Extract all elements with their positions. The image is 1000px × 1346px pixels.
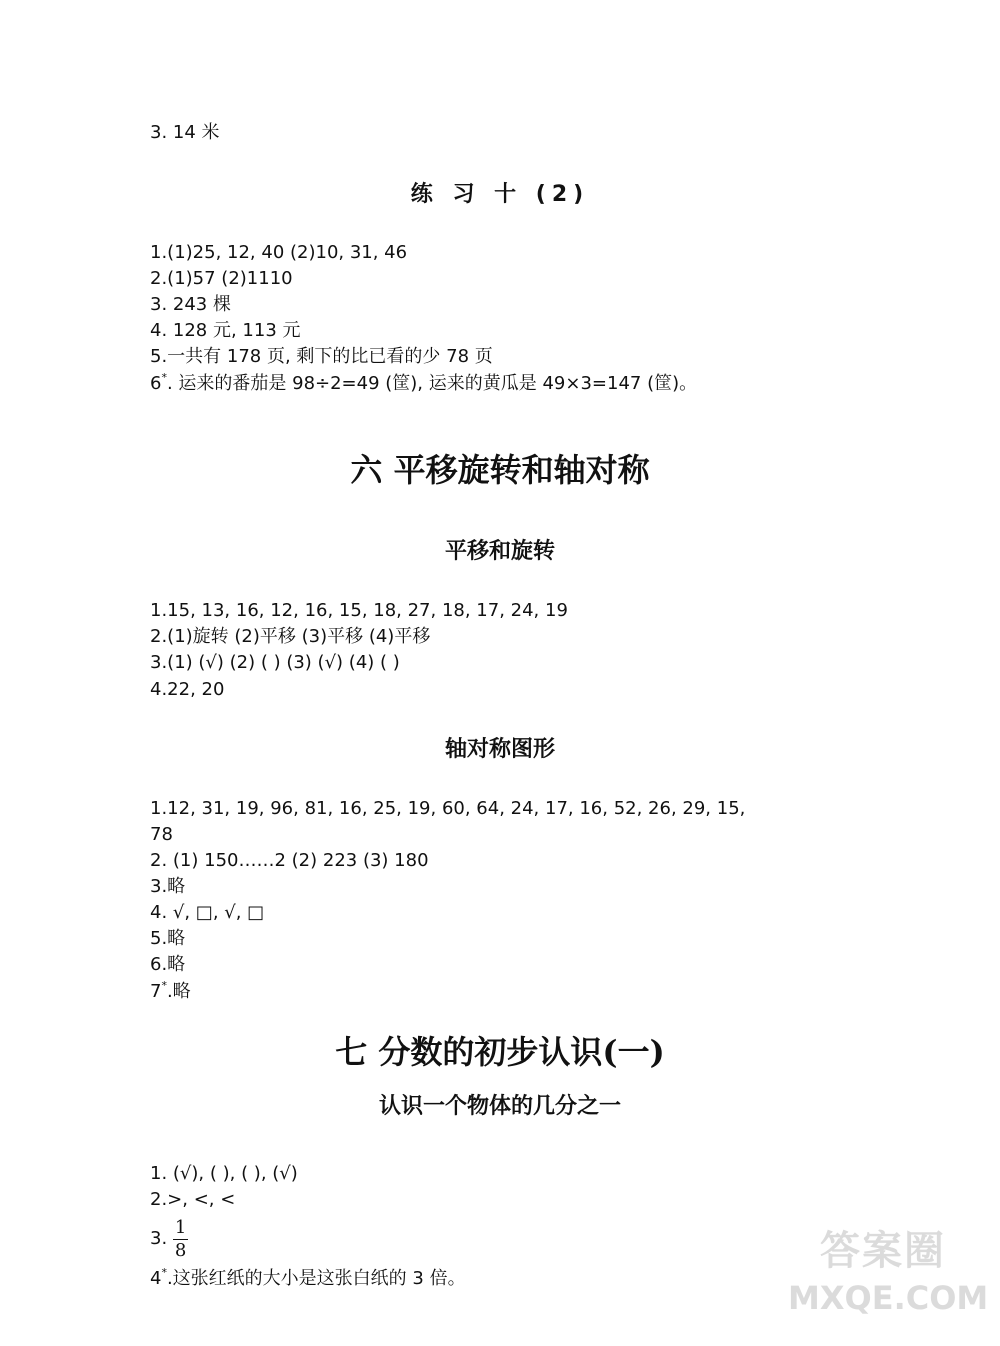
fraction	[173, 1217, 188, 1262]
answer-line: 4. 128 元, 113 元	[150, 320, 301, 341]
answer-line: 6.略	[150, 954, 186, 975]
chapter-title-7: 七 分数的初步认识(一)	[335, 1033, 665, 1071]
answer-line-q7	[150, 979, 191, 1005]
chapter-title-6: 六 平移旋转和轴对称	[350, 451, 650, 489]
star-mark: *	[161, 1266, 167, 1279]
section-title-axial-symmetry: 轴对称图形	[444, 737, 555, 762]
answer-line: 2.(1)旋转 (2)平移 (3)平移 (4)平移	[150, 626, 431, 647]
answer-line: 5.略	[150, 928, 186, 949]
answer-line: 2.(1)57 (2)1110	[150, 268, 293, 289]
answer-line: 3.(1) (√) (2) ( ) (3) (√) (4) ( )	[150, 652, 400, 673]
fraction-denominator: 8	[174, 1239, 187, 1261]
question-number: 6	[150, 373, 162, 394]
answer-line: 2. (1) 150……2 (2) 223 (3) 180	[150, 850, 429, 871]
answer-line: 5.一共有 178 页, 剩下的比已看的少 78 页	[150, 346, 493, 367]
answer-line: 1.12, 31, 19, 96, 81, 16, 25, 19, 60, 64, 24, 17, 16, 52, 26, 29, 15,	[150, 798, 746, 819]
answer-line: 3. 243 棵	[150, 294, 231, 315]
fraction-numerator: 1	[174, 1216, 187, 1238]
answer-line-q3	[150, 1216, 188, 1262]
section-title-translation-rotation: 平移和旋转	[444, 539, 555, 564]
answer-line: 4.22, 20	[150, 679, 225, 700]
answer-text: . 运来的番茄是 98÷2=49 (筐), 运来的黄瓜是 49×3=147 (筐)。	[166, 373, 698, 394]
question-number: 7	[150, 981, 162, 1002]
watermark-text: 答案圈	[820, 1228, 946, 1274]
answer-p1: 3. 14 米	[150, 122, 220, 143]
answer-line: 2.>, <, <	[150, 1189, 236, 1210]
answer-line: 1. (√), ( ), ( ), (√)	[150, 1163, 298, 1184]
answer-line-q4	[150, 1266, 466, 1292]
answer-text: .这张红纸的大小是这张白纸的 3 倍。	[166, 1268, 466, 1289]
star-mark: *	[161, 979, 167, 992]
watermark-logo	[788, 1224, 989, 1334]
answer-line: 1.(1)25, 12, 40 (2)10, 31, 46	[150, 242, 408, 263]
section-title-exercise-10-2: 练 习 十 (2)	[410, 182, 590, 207]
star-mark: *	[161, 371, 167, 384]
answer-line: 4. √, □, √, □	[150, 902, 265, 923]
answer-text: .略	[166, 981, 191, 1002]
watermark-url: MXQE.COM	[788, 1279, 989, 1317]
question-number: 4	[150, 1268, 162, 1289]
question-number: 3.	[150, 1228, 168, 1249]
answer-line: 78	[150, 824, 173, 845]
section-title-fraction-of-object: 认识一个物体的几分之一	[378, 1094, 621, 1119]
answer-line: 3.略	[150, 876, 186, 897]
answer-line-q6	[150, 371, 697, 397]
answer-line: 1.15, 13, 16, 12, 16, 15, 18, 27, 18, 17, 24, 19	[150, 600, 568, 621]
